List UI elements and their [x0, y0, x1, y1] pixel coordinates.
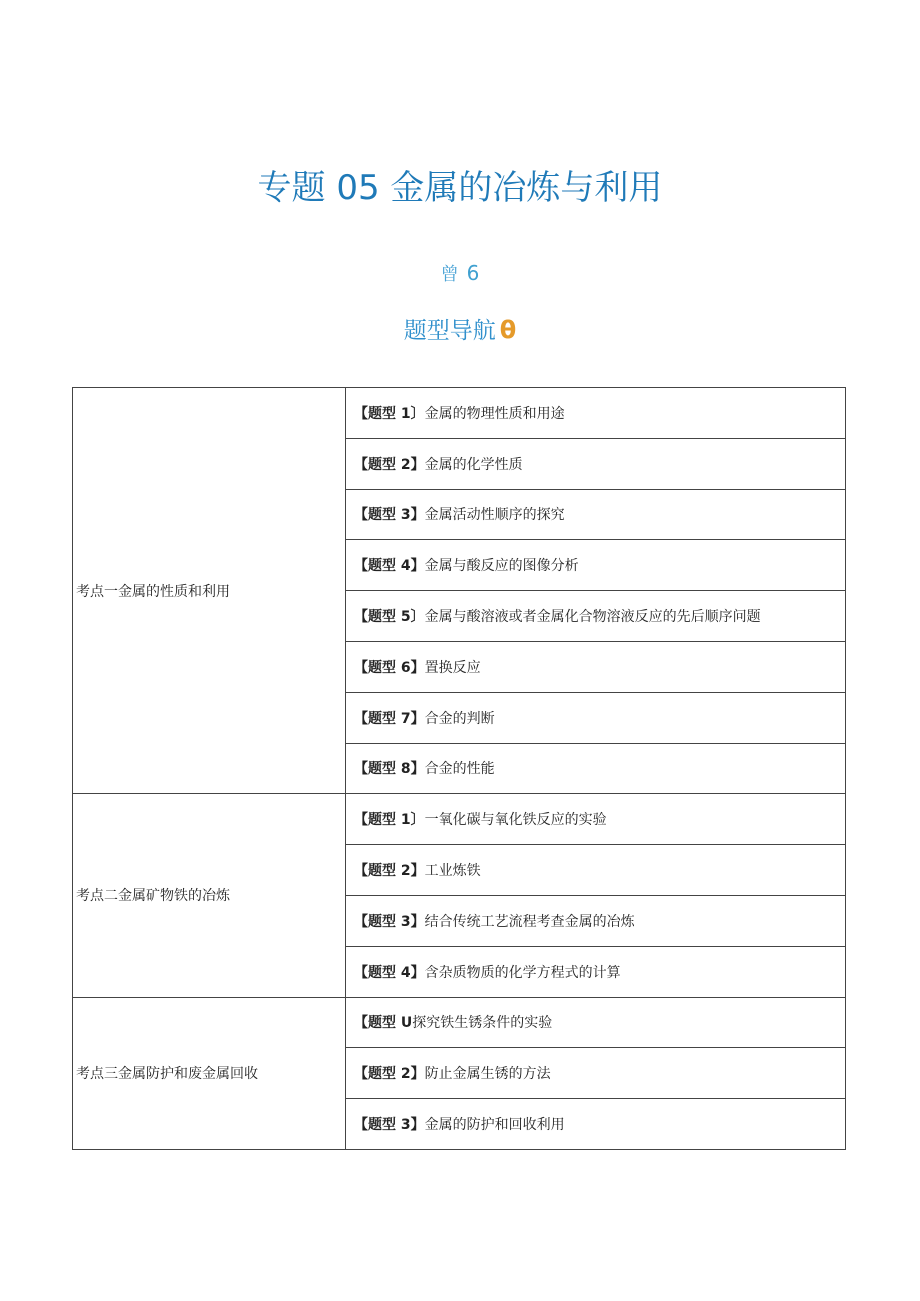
sub-mark-text: 6	[466, 261, 480, 285]
type-cell	[346, 1048, 846, 1099]
type-tag: 【题型 4】	[354, 558, 425, 575]
mark-icon: 曾	[440, 264, 459, 285]
type-text: 金属的物理性质和用途	[424, 405, 565, 422]
type-tag: 【题型 8】	[354, 761, 425, 778]
type-tag: 【题型 1〕	[354, 812, 425, 829]
nav-heading-text: 题型导航	[403, 318, 496, 344]
table-row	[73, 388, 846, 439]
type-cell	[346, 743, 846, 794]
type-text: 工业炼铁	[424, 863, 481, 880]
type-tag: 【题型 2】	[354, 456, 425, 473]
type-tag: 【题型 2】	[354, 863, 425, 880]
type-text: 探究铁生锈条件的实验	[412, 1015, 553, 1032]
type-cell	[346, 692, 846, 743]
type-text: 金属与酸溶液或者金属化合物溶液反应的先后顺序问题	[424, 609, 761, 626]
question-type-table	[72, 387, 846, 1150]
type-text: 金属的化学性质	[424, 456, 523, 473]
type-cell	[346, 591, 846, 642]
type-text: 金属的防护和回收利用	[424, 1117, 565, 1134]
type-text: 合金的性能	[424, 761, 495, 778]
type-cell	[346, 895, 846, 946]
type-cell	[346, 438, 846, 489]
type-tag: 【题型 3】	[354, 507, 425, 524]
page-title: 专题 05 金属的冶炼与利用	[257, 168, 663, 208]
type-text: 合金的判断	[424, 710, 495, 727]
type-cell	[346, 946, 846, 997]
type-text: 金属与酸反应的图像分析	[424, 558, 579, 575]
type-cell	[346, 641, 846, 692]
nav-heading	[0, 312, 920, 345]
type-cell	[346, 845, 846, 896]
table-row	[73, 794, 846, 845]
type-text: 金属活动性顺序的探究	[424, 507, 565, 524]
topic-cell: 考点一金属的性质和利用	[73, 388, 346, 794]
topic-cell: 考点二金属矿物铁的冶炼	[73, 794, 346, 997]
type-tag: 【题型 7】	[354, 710, 425, 727]
type-text: 置换反应	[424, 659, 481, 676]
type-tag: 【题型 U	[354, 1015, 413, 1032]
type-text: 一氧化碳与氧化铁反应的实验	[424, 812, 607, 829]
type-tag: 【题型 6】	[354, 659, 425, 676]
type-text: 含杂质物质的化学方程式的计算	[424, 964, 621, 981]
type-cell	[346, 540, 846, 591]
type-tag: 【题型 3】	[354, 1117, 425, 1134]
type-tag: 【题型 4】	[354, 964, 425, 981]
type-cell	[346, 794, 846, 845]
type-tag: 【题型 3】	[354, 913, 425, 930]
type-cell	[346, 388, 846, 439]
type-cell	[346, 1099, 846, 1150]
type-text: 防止金属生锈的方法	[424, 1066, 551, 1083]
table-row	[73, 997, 846, 1048]
theta-icon: θ	[499, 316, 517, 344]
type-tag: 【题型 1〕	[354, 405, 425, 422]
type-tag: 【题型 2】	[354, 1066, 425, 1083]
type-tag: 【题型 5〕	[354, 609, 425, 626]
topic-cell: 考点三金属防护和废金属回收	[73, 997, 346, 1149]
type-cell	[346, 489, 846, 540]
sub-mark	[0, 260, 920, 286]
type-text: 结合传统工艺流程考查金属的冶炼	[424, 913, 635, 930]
type-cell	[346, 997, 846, 1048]
